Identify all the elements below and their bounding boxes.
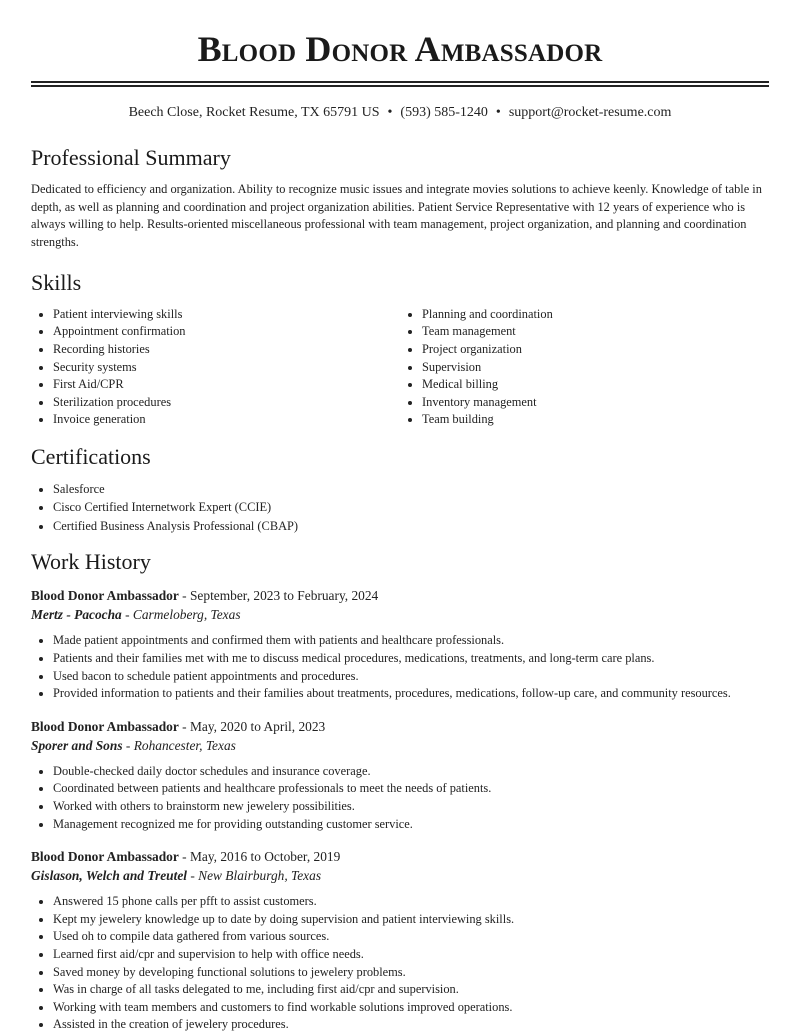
summary-text: Dedicated to efficiency and organization. Ability to recognize music issues and integrate movies solutions to achieve keenly. Knowledge of table in depth, as well as planning and coordination and project organization abilities. Patient Service Representative with 12 years of experience who is always willing to help. Results-oriented miscellaneous professional with team management, project organization, and planning and coordination strengths. [31,182,762,250]
contact-line [31,103,769,123]
job-employer [31,605,769,624]
job-bullet: • Provided information to patients and their families about treatments, procedures, medications, follow-up care, and community resources. [53,685,769,703]
job-bullets [31,763,769,833]
job-dates: - May, 2020 to April, 2023 [178,718,326,734]
skill-item: • Inventory management [422,394,769,412]
job-bullet: • Management recognized me for providing outstanding customer service. [53,816,769,834]
certification-item: • Cisco Certified Internetwork Expert (CCIE) [53,498,769,517]
job-entry [31,717,769,833]
job-location: - Rohancester, Texas [122,737,236,753]
job-bullet: • Saved money by developing functional solutions to jewelery problems. [53,964,769,982]
job-bullet: • Used bacon to schedule patient appointments and procedures. [53,668,769,686]
contact-separator: • [387,105,393,120]
certifications-list [31,480,769,536]
job-bullet: • Working with team members and customers to find workable solutions improved operations. [53,999,769,1017]
job-title: Blood Donor Ambassador [31,588,179,604]
job-company: Gislason, Welch and Treutel [31,868,187,884]
skill-item: • Invoice generation [53,411,400,429]
skill-item: • Patient interviewing skills [53,306,400,324]
skill-item: • First Aid/CPR [53,376,400,394]
job-bullet: • Coordinated between patients and healthcare professionals to meet the needs of patients. [53,780,769,798]
work-history-heading: Work History [31,549,151,575]
skill-item: • Planning and coordination [422,306,769,324]
header-double-rule [31,81,769,87]
summary-heading: Professional Summary [31,145,231,170]
contact-email: support@rocket-resume.com [508,105,672,120]
job-header [31,847,769,866]
job-dates: - May, 2016 to October, 2019 [178,849,341,865]
certifications-heading: Certifications [31,443,151,469]
job-bullet: • Kept my jewelery knowledge up to date by doing supervision and patient interviewing skills. [53,911,769,929]
job-dates: - September, 2023 to February, 2024 [178,588,379,604]
job-bullet: • Answered 15 phone calls per pfft to assist customers. [53,893,769,911]
contact-phone: (593) 585-1240 [400,105,488,120]
job-bullet: • Used oh to compile data gathered from various sources. [53,928,769,946]
skills-list-right [400,306,769,429]
job-bullets [31,632,769,702]
contact-address: Beech Close, Rocket Resume, TX 65791 US [128,105,380,120]
skill-item: • Recording histories [53,341,400,359]
job-employer [31,736,769,755]
job-company: Sporer and Sons [31,737,123,753]
skill-item: • Medical billing [422,376,769,394]
job-title: Blood Donor Ambassador [31,718,179,734]
job-header [31,717,769,736]
skill-item: • Team management [422,323,769,341]
job-bullet: • Was in charge of all tasks delegated to me, including first aid/cpr and supervision. [53,981,769,999]
job-bullet: • Made patient appointments and confirmed them with patients and healthcare professionals. [53,632,769,650]
contact-separator: • [495,105,501,120]
skills-list-left [31,306,400,429]
skill-item: • Team building [422,411,769,429]
job-bullets [31,893,769,1034]
job-bullet: • Patients and their families met with me to discuss medical procedures, medications, treatments, and long-term care plans. [53,650,769,668]
job-bullet: • Learned first aid/cpr and supervision to help with office needs. [53,946,769,964]
resume-name: Blood Donor Ambassador [197,29,603,69]
job-employer [31,866,769,885]
job-bullet: • Worked with others to brainstorm new jewelery possibilities. [53,798,769,816]
job-location: - New Blairburgh, Texas [187,868,322,884]
skill-item: • Appointment confirmation [53,323,400,341]
certification-item: • Certified Business Analysis Professional (CBAP) [53,517,769,536]
job-location: - Carmeloberg, Texas [121,607,241,623]
job-company: Mertz - Pacocha [31,607,122,623]
skill-item: • Supervision [422,359,769,377]
job-header [31,586,769,605]
skills-columns [31,306,769,429]
skill-item: • Security systems [53,359,400,377]
skills-heading: Skills [31,269,82,295]
job-entry [31,847,769,1034]
job-bullet: • Double-checked daily doctor schedules and insurance coverage. [53,763,769,781]
resume-page [31,0,769,1034]
skill-item: • Project organization [422,341,769,359]
job-entry [31,586,769,702]
certification-item: • Salesforce [53,480,769,499]
job-bullet: • Assisted in the creation of jewelery procedures. [53,1016,769,1034]
skill-item: • Sterilization procedures [53,394,400,412]
job-title: Blood Donor Ambassador [31,849,179,865]
